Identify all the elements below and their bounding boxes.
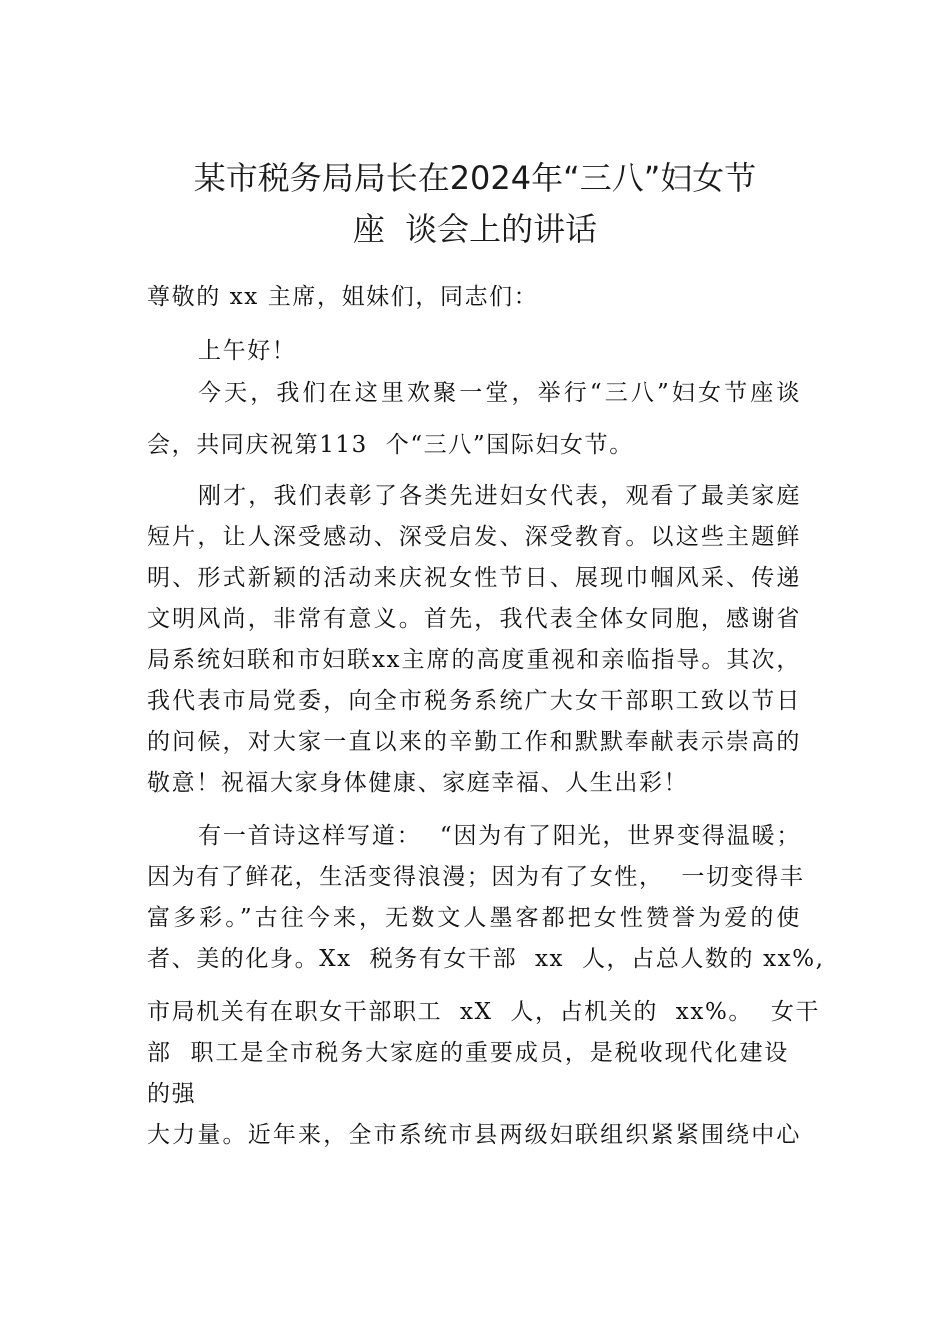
greeting: 上午好！ xyxy=(198,338,297,364)
document-title-line-1: 某市税务局局长在2024年“三八”妇女节 xyxy=(193,159,757,197)
paragraph-3-line-8: 大力量。近年来，全市系统市县两级妇联组织紧紧围绕中心 xyxy=(147,1122,801,1148)
paragraph-3-line-3: 富多彩。”古往今来，无数文人墨客都把女性赞誉为爱的使 xyxy=(147,905,801,931)
paragraph-2-line-5: 局系统妇联和市妇联xx主席的高度重视和亲临指导。其次， xyxy=(147,647,801,673)
paragraph-3-line-5: 市局机关有在职女干部职工 xX 人，占机关的 xx%。 女干 xyxy=(147,999,821,1025)
salutation: 尊敬的 xx 主席，姐妹们，同志们： xyxy=(147,284,539,310)
paragraph-2-line-2: 短片，让人深受感动、深受启发、深受教育。以这些主题鲜 xyxy=(147,524,801,550)
paragraph-3-line-1: 有一首诗这样写道： “因为有了阳光，世界变得温暖； xyxy=(198,823,801,849)
document-title-line-2: 座 谈会上的讲话 xyxy=(352,210,598,248)
paragraph-2-line-6: 我代表市局党委，向全市税务系统广大女干部职工致以节日 xyxy=(147,688,801,714)
paragraph-3-line-2: 因为有了鲜花，生活变得浪漫；因为有了女性， 一切变得丰 xyxy=(147,864,805,890)
paragraph-2-line-3: 明、形式新颖的活动来庆祝女性节日、展现巾帼风采、传递 xyxy=(147,565,801,591)
paragraph-2-line-1: 刚才，我们表彰了各类先进妇女代表，观看了最美家庭 xyxy=(198,483,801,509)
paragraph-1-line-1: 今天，我们在这里欢聚一堂，举行“三八”妇女节座谈 xyxy=(198,380,801,406)
paragraph-2-line-7: 的问候，对大家一直以来的辛勤工作和默默奉献表示崇高的 xyxy=(147,729,801,755)
paragraph-2-line-4: 文明风尚，非常有意义。首先，我代表全体女同胞，感谢省 xyxy=(147,606,801,632)
paragraph-3-line-7: 的强 xyxy=(147,1081,197,1107)
paragraph-3-line-4: 者、美的化身。Xx 税务有女干部 xx 人，占总人数的 xx%, xyxy=(147,946,825,972)
paragraph-1-line-2: 会，共同庆祝第113 个“三八”国际妇女节。 xyxy=(147,432,634,458)
paragraph-2-line-8: 敬意！祝福大家身体健康、家庭幸福、人生出彩！ xyxy=(147,770,689,796)
paragraph-3-line-6: 部 职工是全市税务大家庭的重要成员，是税收现代化建设 xyxy=(147,1040,789,1066)
